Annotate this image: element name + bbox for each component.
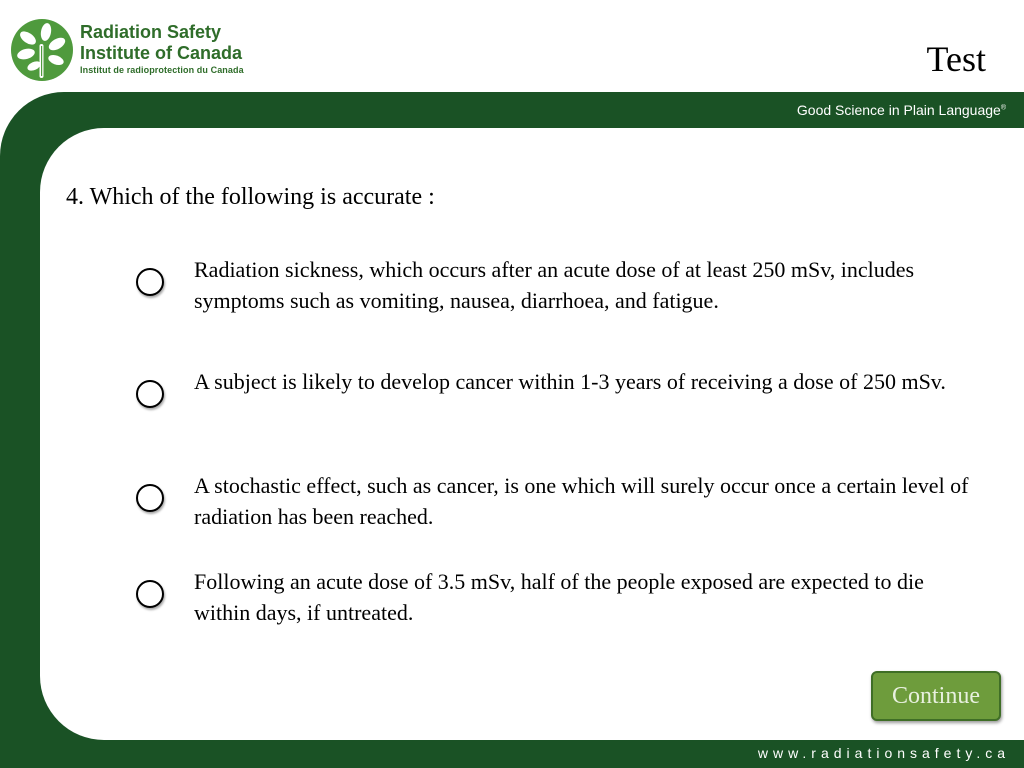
answer-option-4-label[interactable]: Following an acute dose of 3.5 mSv, half of the people exposed are expected to die within days, if untreated. [194,569,924,625]
radio-button-2[interactable] [136,380,164,408]
registered-mark: ® [1000,104,1006,112]
logo-line-fr: Institut de radioprotection du Canada [80,65,244,75]
logo [10,18,250,82]
answer-option-3-label[interactable]: A stochastic effect, such as cancer, is one which will surely occur once a certain level of radiation has been reached. [194,473,969,529]
radio-button-4[interactable] [136,580,164,608]
page-title: Test [926,39,986,79]
radio-button-3[interactable] [136,484,164,512]
website-url: www.radiationsafety.ca [757,745,1010,761]
tagline [797,102,1006,118]
logo-line-en-2: Institute of Canada [80,43,243,63]
logo-text [80,22,244,77]
content-panel [40,128,1024,740]
answer-option-2-label[interactable]: A subject is likely to develop cancer within 1-3 years of receiving a dose of 250 mSv. [194,369,946,394]
logo-line-en-1: Radiation Safety [80,22,222,42]
continue-button[interactable]: Continue [871,671,1001,721]
radio-button-1[interactable] [136,268,164,296]
question-text: 4. Which of the following is accurate : [66,184,435,210]
leaf-icon [10,18,74,82]
answer-option-1-label[interactable]: Radiation sickness, which occurs after an acute dose of at least 250 mSv, includes symptoms such as vomiting, nausea, diarrhoea, and fatigue. [194,257,915,313]
tagline-text: Good Science in Plain Language [796,102,1001,118]
